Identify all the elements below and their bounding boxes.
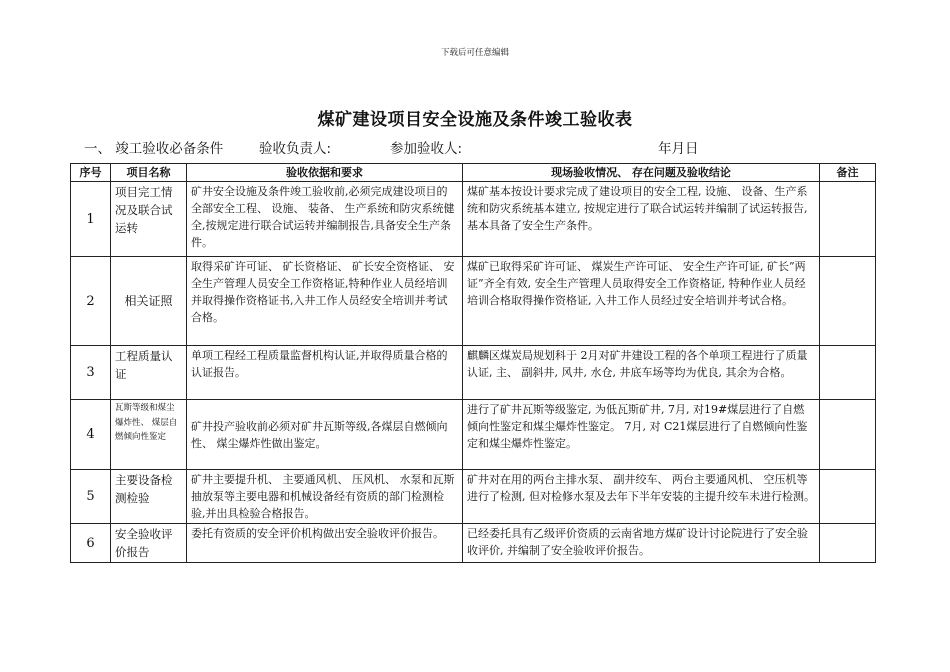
row-result: 进行了矿井瓦斯等级鉴定, 为低瓦斯矿井, 7月, 对19#煤层进行了自燃倾向性鉴定和煤尘爆炸性鉴定。 7月, 对 C21煤层进行了自燃倾向性鉴定和煤尘爆炸性鉴定。 — [463, 400, 820, 470]
header-no: 序号 — [71, 164, 111, 182]
row-note — [820, 182, 876, 257]
subline — [84, 137, 884, 157]
date-label: 年月日 — [658, 141, 699, 157]
row-result: 麒麟区煤炭局规划科于 2月对矿井建设工程的各个单项工程进行了质量认证, 主、 副斜井, 风井, 水仓, 井底车场等均为优良, 其余为合格。 — [463, 346, 820, 400]
row-item-name: 瓦斯等级和煤尘爆炸性、 煤层自燃倾向性鉴定 — [111, 400, 187, 470]
header-result: 现场验收情况、 存在问题及验收结论 — [463, 164, 820, 182]
table-header-row — [71, 164, 876, 182]
row-item-name: 主要设备检测检验 — [111, 470, 187, 524]
row-item-name: 项目完工情况及联合试运转 — [111, 182, 187, 257]
header-basis: 验收依据和要求 — [187, 164, 463, 182]
header-note: 下载后可任意编辑 — [440, 48, 509, 58]
row-result: 矿井对在用的两台主排水泵、 副井绞车、 两台主要通风机、 空压机等进行了检测, 但对检修水泵及去年下半年安装的主提升绞车未进行检测。 — [463, 470, 820, 524]
row-no: 1 — [71, 182, 111, 257]
row-note — [820, 400, 876, 470]
row-note — [820, 346, 876, 400]
participants-label: 参加验收人: — [390, 141, 463, 157]
row-result: 已经委托具有乙级评价资质的云南省地方煤矿设计讨论院进行了安全验收评价, 并编制了安全验收评价报告。 — [463, 524, 820, 563]
table-row — [71, 400, 876, 470]
row-result: 煤矿基本按设计要求完成了建设项目的安全工程, 设施、 设备、生产系统和防灾系统基本建立, 按规定进行了联合试运转并编制了试运转报告, 基本具备了安全生产条件。 — [463, 182, 820, 257]
acceptance-table — [70, 163, 876, 563]
row-note — [820, 524, 876, 563]
acceptance-owner-label: 验收负责人: — [259, 141, 332, 157]
table-row — [71, 524, 876, 563]
row-item-name: 工程质量认证 — [111, 346, 187, 400]
row-basis: 矿井安全设施及条件竣工验收前,必须完成建设项目的全部安全工程、 设施、 装备、 生产系统和防灾系统健全,按规定进行联合试运转并编制报告,具备安全生产条件。 — [187, 182, 463, 257]
table-row — [71, 346, 876, 400]
page-title: 煤矿建设项目安全设施及条件竣工验收表 — [317, 110, 633, 130]
table-row — [71, 257, 876, 346]
row-basis: 矿井主要提升机、 主要通风机、 压风机、 水泵和瓦斯抽放泵等主要电器和机械设备经有资质的部门检测检验,并出具检验合格报告。 — [187, 470, 463, 524]
row-basis: 矿井投产验收前必须对矿井瓦斯等级,各煤层自燃倾向性、 煤尘爆炸性做出鉴定。 — [187, 400, 463, 470]
row-basis: 取得采矿许可证、 矿长资格证、 矿长安全资格证、 安全生产管理人员安全工作资格证,特种作业人员经培训并取得操作资格证书,入井工作人员经安全培训并考试合格。 — [187, 257, 463, 346]
row-item-name: 相关证照 — [111, 257, 187, 346]
row-no: 4 — [71, 400, 111, 470]
header-note: 备注 — [820, 164, 876, 182]
row-result: 煤矿已取得采矿许可证、 煤炭生产许可证、 安全生产许可证, 矿长”两证”齐全有效, 安全生产管理人员取得安全工作资格证, 特种作业人员经培训合格取得操作资格证, 入井工作人员经过安全培训并考试合格。 — [463, 257, 820, 346]
table-row — [71, 470, 876, 524]
row-note — [820, 470, 876, 524]
row-no: 6 — [71, 524, 111, 563]
header-item-name: 项目名称 — [111, 164, 187, 182]
row-item-name: 安全验收评价报告 — [111, 524, 187, 563]
row-no: 2 — [71, 257, 111, 346]
row-no: 3 — [71, 346, 111, 400]
section-label: 一、 竣工验收必备条件 — [84, 141, 224, 157]
row-basis: 单项工程经工程质量监督机构认证,并取得质量合格的认证报告。 — [187, 346, 463, 400]
row-no: 5 — [71, 470, 111, 524]
row-note — [820, 257, 876, 346]
table-row — [71, 182, 876, 257]
row-basis: 委托有资质的安全评价机构做出安全验收评价报告。 — [187, 524, 463, 563]
